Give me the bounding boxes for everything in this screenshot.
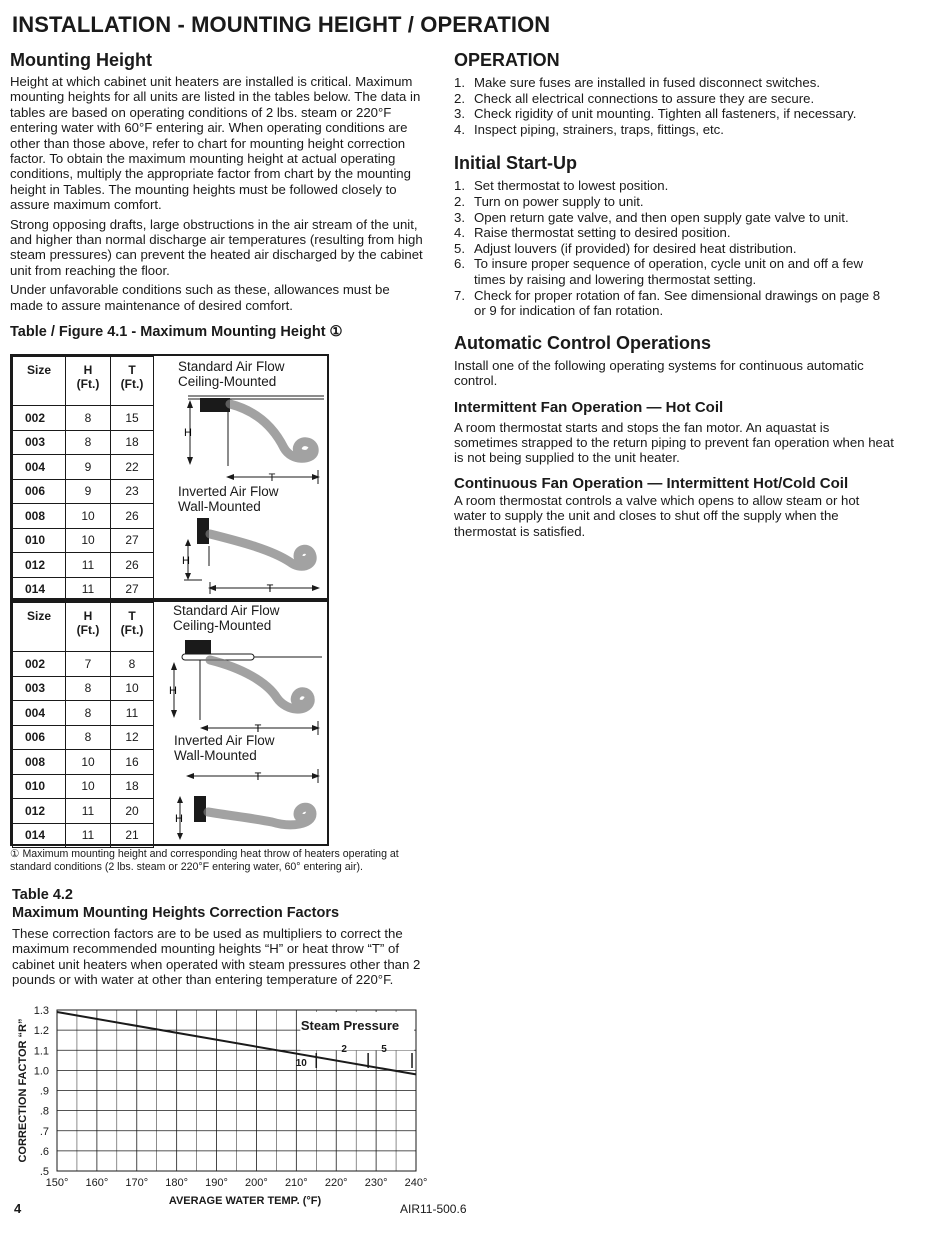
table-b-cell: 11 xyxy=(66,823,111,848)
table-a-row xyxy=(13,577,154,602)
operation-item xyxy=(454,75,894,91)
operation-item xyxy=(454,122,894,138)
dim-h-label-4: H xyxy=(175,813,183,825)
startup-list xyxy=(454,178,894,318)
table-b-cell: 8 xyxy=(66,676,111,701)
figure-b-top-label: Standard Air Flow Ceiling-Mounted xyxy=(173,603,280,633)
table-b-header-cell: H (Ft.) xyxy=(66,603,111,652)
table-a-cell: 10 xyxy=(66,528,111,553)
chart-y-tick-label: 1.3 xyxy=(33,1005,49,1017)
table-a-cell: 006 xyxy=(13,479,66,504)
table-b-cell: 012 xyxy=(13,799,66,824)
table-a-header-cell: T (Ft.) xyxy=(111,357,154,406)
dim-t-label-2: T xyxy=(266,583,274,595)
table-4-2-title: Maximum Mounting Heights Correction Factors xyxy=(12,905,340,921)
chart-x-tick-label: 170° xyxy=(125,1177,149,1189)
figure-a-top-label: Standard Air Flow Ceiling-Mounted xyxy=(178,359,285,389)
table-a-cell: 9 xyxy=(66,455,111,480)
startup-item xyxy=(454,256,894,287)
table-a-cell: 27 xyxy=(111,577,154,602)
table-b-row xyxy=(13,799,154,824)
dim-t-label-3: T xyxy=(254,723,262,735)
operation-item xyxy=(454,106,894,122)
startup-item-text: Turn on power supply to unit. xyxy=(474,193,644,209)
operation-item xyxy=(454,91,894,107)
table-a-cell: 008 xyxy=(13,504,66,529)
continuous-text: A room thermostat controls a valve which opens to allow steam or hot water to supply the unit and closes to shut off the supply when the thermostat is satisfied. xyxy=(454,492,860,539)
chart-x-tick-label: 230° xyxy=(364,1177,388,1189)
startup-item xyxy=(454,210,894,226)
mounting-height-heading: Mounting Height xyxy=(10,50,152,70)
operation-item-text: Check rigidity of unit mounting. Tighten all fasteners, if necessary. xyxy=(474,106,857,122)
mounting-para-1: Height at which cabinet unit heaters are installed is critical. Maximum mounting heights for all units are listed in the tables below. The data in tables are based on operating conditions of 2 lbs. steam or 220°F entering water with 60°F entering air. When operating conditions are other than those above, refer to chart for mounting height correction factor. To obtain the maximum mounting height at actual operating conditions, multiply the appropriate factor from chart by the mounting height in Tables. The mounting heights must be followed closely to assure maximum comfort. xyxy=(10,74,421,213)
table-4-2-block xyxy=(12,886,427,988)
dim-h-label-3: H xyxy=(169,685,177,697)
startup-item-text: Raise thermostat setting to desired position. xyxy=(474,225,731,241)
table-a-cell: 9 xyxy=(66,479,111,504)
table-a-row xyxy=(13,528,154,553)
table-b-cell: 008 xyxy=(13,750,66,775)
left-column xyxy=(10,50,425,313)
startup-item-number: 1. xyxy=(454,178,465,194)
table-b-cell: 10 xyxy=(66,750,111,775)
right-column xyxy=(454,50,894,539)
table-b-cell: 11 xyxy=(66,799,111,824)
table-b-cell: 12 xyxy=(111,725,154,750)
table-b-cell: 21 xyxy=(111,823,154,848)
chart-x-tick-label: 220° xyxy=(324,1177,348,1189)
table-a-cell: 11 xyxy=(66,577,111,602)
chart-x-tick-label: 210° xyxy=(284,1177,308,1189)
chart-annotation-label: 5 xyxy=(381,1044,387,1055)
table-a-cell: 18 xyxy=(111,430,154,455)
startup-item xyxy=(454,225,894,241)
table-b-cell: 16 xyxy=(111,750,154,775)
table-b-row xyxy=(13,774,154,799)
table-b-cell: 10 xyxy=(111,676,154,701)
operation-item-number: 1. xyxy=(454,75,465,90)
table-4-2-label: Table 4.2 xyxy=(12,887,73,903)
auto-control-text: Install one of the following operating systems for continuous automatic control. xyxy=(454,357,864,389)
chart-annotation-label: 2 xyxy=(341,1044,347,1055)
operation-item-number: 2. xyxy=(454,90,465,106)
startup-item-number: 7. xyxy=(454,287,465,303)
mounting-table-b xyxy=(10,600,329,846)
table-a-row xyxy=(13,406,154,431)
table-a-cell: 003 xyxy=(13,430,66,455)
table-b-header-row xyxy=(13,603,154,652)
startup-item-number: 2. xyxy=(454,193,465,209)
auto-control-heading: Automatic Control Operations xyxy=(454,332,712,353)
intermittent-text: A room thermostat starts and stops the fan motor. An aquastat is sometimes strapped to the return piping to prevent fan operation when heat is not being supplied to the unit heater. xyxy=(454,419,894,466)
dim-t-label-4: T xyxy=(254,771,262,783)
startup-item-text: Open return gate valve, and then open supply gate valve to unit. xyxy=(474,209,849,225)
operation-item-text: Check all electrical connections to assure they are secure. xyxy=(474,90,815,106)
table-b-cell: 006 xyxy=(13,725,66,750)
page-number: 4 xyxy=(14,1201,22,1216)
chart-y-tick-label: .7 xyxy=(39,1125,49,1138)
operation-heading: OPERATION xyxy=(454,50,560,70)
startup-item xyxy=(454,241,894,257)
startup-item-text: To insure proper sequence of operation, cycle unit on and off a few times by raising and lowering thermostat setting. xyxy=(474,256,864,287)
chart-annotation-label: 10 xyxy=(295,1058,307,1069)
table-b-cell: 8 xyxy=(66,701,111,726)
chart-y-tick-label: 1.1 xyxy=(33,1045,49,1058)
chart-y-tick-label: 1.0 xyxy=(33,1065,49,1078)
continuous-heading: Continuous Fan Operation — Intermittent Hot/Cold Coil xyxy=(454,474,849,492)
document-code: AIR11-500.6 xyxy=(400,1202,467,1216)
table-b-cell: 10 xyxy=(66,774,111,799)
table-b-cell: 014 xyxy=(13,823,66,848)
table-a-cell: 11 xyxy=(66,553,111,578)
table-b-cell: 002 xyxy=(13,652,66,677)
mounting-table-a-grid xyxy=(12,356,154,602)
chart-y-tick-label: .8 xyxy=(39,1105,49,1118)
table-a-cell: 27 xyxy=(111,528,154,553)
table-b-cell: 11 xyxy=(111,701,154,726)
startup-item-text: Check for proper rotation of fan. See dimensional drawings on page 8 or 9 for indication of fan rotation. xyxy=(474,287,881,319)
table-a-cell: 15 xyxy=(111,406,154,431)
table-b-header-cell: Size xyxy=(13,603,66,652)
operation-item-text: Inspect piping, strainers, traps, fittings, etc. xyxy=(474,121,724,137)
heater-unit-icon xyxy=(200,398,230,412)
correction-factor-chart xyxy=(0,1000,440,1212)
table-a-row xyxy=(13,455,154,480)
table-b-row xyxy=(13,750,154,775)
table-b-cell: 8 xyxy=(66,725,111,750)
table-a-cell: 10 xyxy=(66,504,111,529)
mounting-para-3: Under unfavorable conditions such as these, allowances must be made to assure maintenance of desired comfort. xyxy=(10,282,390,313)
table-b-cell: 003 xyxy=(13,676,66,701)
chart-x-tick-label: 240° xyxy=(404,1177,428,1189)
intermittent-heading: Intermittent Fan Operation — Hot Coil xyxy=(454,398,724,416)
table-a-cell: 23 xyxy=(111,479,154,504)
table-b-cell: 8 xyxy=(111,652,154,677)
operation-item-text: Make sure fuses are installed in fused disconnect switches. xyxy=(474,75,820,90)
table-a-cell: 26 xyxy=(111,553,154,578)
heater-unit-wall-icon xyxy=(194,796,206,822)
chart-annotation-title: Steam Pressure xyxy=(300,1018,400,1033)
startup-item-number: 3. xyxy=(454,209,465,225)
table-b-row xyxy=(13,652,154,677)
operation-list xyxy=(454,75,894,137)
figure-b-bottom-label: Inverted Air Flow Wall-Mounted xyxy=(174,733,275,763)
table-a-cell: 012 xyxy=(13,553,66,578)
table-a-header-cell: Size xyxy=(13,357,66,406)
table-b-row xyxy=(13,676,154,701)
chart-x-tick-label: 160° xyxy=(85,1177,109,1189)
table-a-cell: 22 xyxy=(111,455,154,480)
table-b-row xyxy=(13,701,154,726)
table-a-row xyxy=(13,430,154,455)
table-a-row xyxy=(13,553,154,578)
startup-item-text: Set thermostat to lowest position. xyxy=(474,178,669,194)
mounting-table-b-grid xyxy=(12,602,154,848)
page-title: INSTALLATION - MOUNTING HEIGHT / OPERATION xyxy=(12,12,551,37)
operation-item-number: 3. xyxy=(454,106,465,122)
chart-y-tick-label: 1.2 xyxy=(33,1025,49,1038)
chart-x-tick-label: 200° xyxy=(245,1177,268,1189)
chart-x-tick-label: 180° xyxy=(165,1177,189,1189)
table-a-cell: 8 xyxy=(66,406,111,431)
table-b-header-cell: T (Ft.) xyxy=(111,603,154,652)
startup-item-text: Adjust louvers (if provided) for desired heat distribution. xyxy=(474,240,797,256)
table-a-cell: 8 xyxy=(66,430,111,455)
chart-x-tick-label: 150° xyxy=(45,1177,69,1189)
table-b-row xyxy=(13,823,154,848)
table-4-1-title: Table / Figure 4.1 - Maximum Mounting Height ① xyxy=(10,324,343,340)
startup-item-number: 5. xyxy=(454,240,465,256)
table-a-header-row xyxy=(13,357,154,406)
table-b-cell: 18 xyxy=(111,774,154,799)
chart-y-tick-label: .6 xyxy=(39,1145,49,1158)
table-a-cell: 26 xyxy=(111,504,154,529)
startup-item-number: 6. xyxy=(454,256,465,272)
startup-item xyxy=(454,194,894,210)
table-footnote: ① Maximum mounting height and corresponding heat throw of heaters operating at standard conditions (2 lbs. steam or 220°F entering water, 60° entering air). xyxy=(10,848,399,873)
dim-h-label: H xyxy=(184,427,192,439)
table-a-cell: 004 xyxy=(13,455,66,480)
table-a-row xyxy=(13,479,154,504)
table-b-cell: 010 xyxy=(13,774,66,799)
table-a-row xyxy=(13,504,154,529)
chart-x-tick-label: 190° xyxy=(205,1177,228,1189)
mounting-para-2: Strong opposing drafts, large obstructions in the air stream of the unit, and higher than normal discharge air temperatures (resulting from high steam pressures) can prevent the heated air discharged by the cabinet unit from reaching the floor. xyxy=(10,216,423,278)
dim-t-label: T xyxy=(268,472,276,484)
startup-item xyxy=(454,178,894,194)
table-a-cell: 014 xyxy=(13,577,66,602)
table-b-row xyxy=(13,725,154,750)
table-b-cell: 7 xyxy=(66,652,111,677)
operation-item-number: 4. xyxy=(454,121,465,137)
table-a-header-cell: H (Ft.) xyxy=(66,357,111,406)
table-b-cell: 20 xyxy=(111,799,154,824)
startup-item-number: 4. xyxy=(454,225,465,241)
startup-item xyxy=(454,288,894,319)
chart-y-tick-label: .5 xyxy=(39,1166,49,1178)
figure-a-bottom-label: Inverted Air Flow Wall-Mounted xyxy=(178,484,279,514)
startup-heading: Initial Start-Up xyxy=(454,153,578,174)
table-a-cell: 002 xyxy=(13,406,66,431)
chart-x-axis-label: AVERAGE WATER TEMP. (°F) xyxy=(168,1195,322,1207)
chart-y-axis-label: CORRECTION FACTOR “R” xyxy=(17,1018,29,1163)
figure-b-drawing xyxy=(162,602,327,844)
table-4-2-description: These correction factors are to be used as multipliers to correct the maximum recommended mounting heights “H” or heat throw “T” of cabinet unit heaters when operated with steam pressures other than 2 pounds or with water at other than entering temperature of 220°F. xyxy=(12,926,421,988)
mounting-table-a xyxy=(10,354,329,600)
figure-a-drawing xyxy=(162,356,327,598)
chart-y-tick-label: .9 xyxy=(39,1085,49,1098)
dim-h-label-2: H xyxy=(182,555,190,567)
table-a-cell: 010 xyxy=(13,528,66,553)
table-b-cell: 004 xyxy=(13,701,66,726)
heater-unit-icon xyxy=(185,640,211,654)
